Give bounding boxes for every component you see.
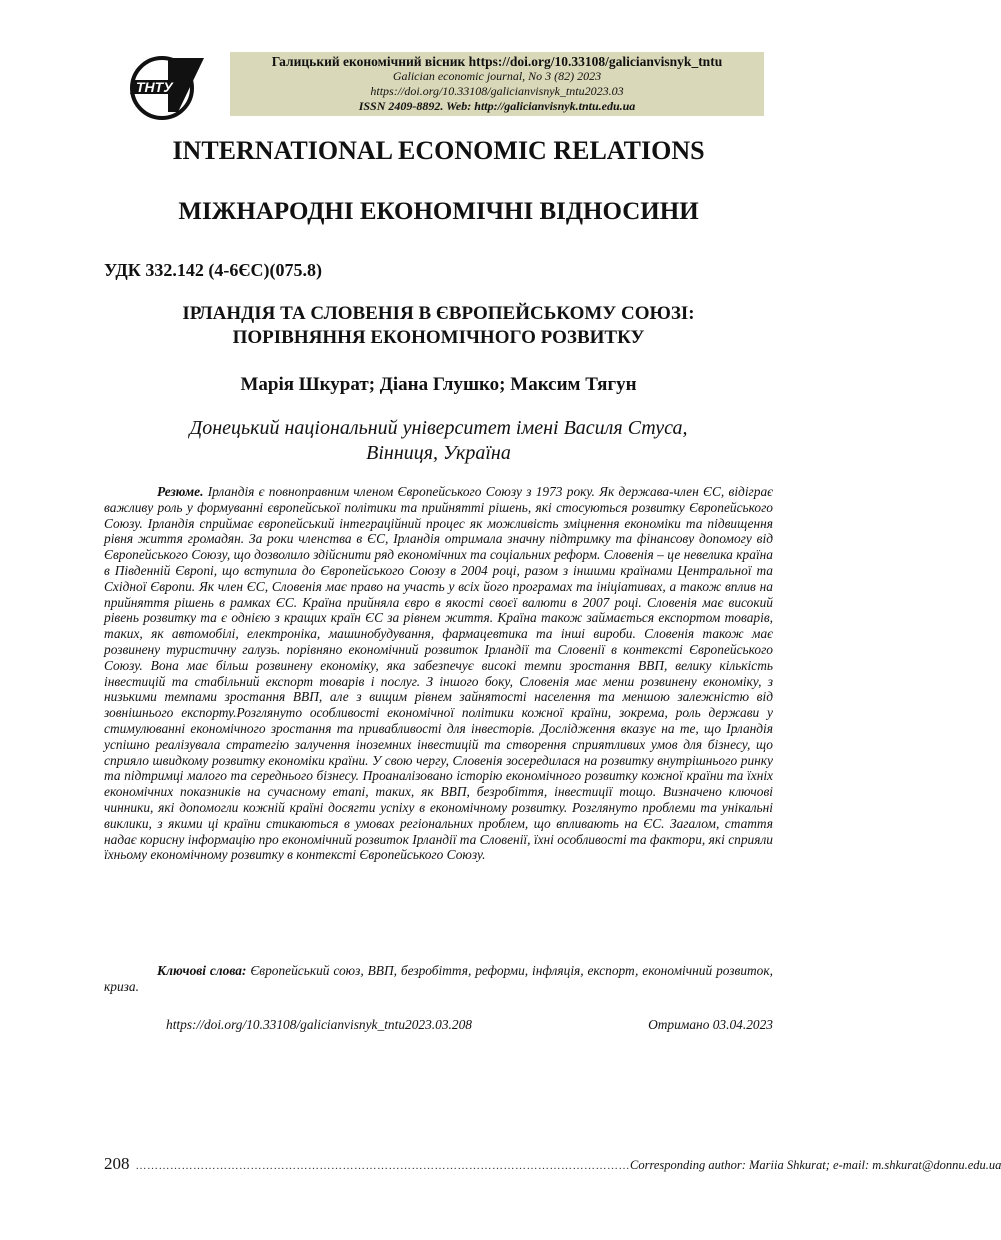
journal-header [230, 52, 764, 116]
udk-code: УДК 332.142 (4-6ЄС)(075.8) [104, 260, 323, 280]
journal-issue-doi: https://doi.org/10.33108/galicianvisnyk_tntu2023.03 [370, 84, 624, 98]
journal-issue: Galician economic journal, No 3 (82) 2023 [392, 69, 602, 83]
page-number: 208 [104, 1154, 130, 1173]
authors: Марія Шкурат; Діана Глушко; Максим Тягун [240, 374, 637, 395]
journal-issn [230, 99, 764, 114]
affiliation [0, 416, 877, 466]
logo-text: ТНТУ [136, 79, 173, 95]
section-heading-en: INTERNATIONAL ECONOMIC RELATIONS [172, 136, 705, 165]
page-footer [104, 1154, 1001, 1174]
corresponding-author: Corresponding author: Mariia Shkurat; e-mail: m.shkurat@donnu.edu.ua [630, 1158, 1001, 1172]
received-date: Отримано 03.04.2023 [648, 1017, 773, 1032]
article-title [104, 302, 773, 350]
tntu-logo [128, 50, 206, 122]
abstract [104, 484, 773, 863]
keywords [104, 963, 773, 995]
affiliation-line2: Вінниця, Україна [366, 442, 511, 464]
journal-website: http://galicianvisnyk.tntu.edu.ua [474, 99, 636, 113]
abstract-text: Ірландія є повноправним членом Європейського Союзу з 1973 року. Як держава-член ЄС, відіграє важливу роль у формуванні європейської політики та прийнятті рішень, які стосуються розвитку Європейського Союзу. Ірландія сприймає європейський інтеграційний процес як можливість зміцнення економіки та підвищення рівня життя громадян. За роки членства в ЄС, Ірландія отримала значну підтримку та фінансову допомогу від Європейського Союзу, що дозволило здійснити ряд економічних та соціальних реформ. Словенія – це невелика країна в Південній Європі, що вступила до Європейського Союзу в 2004 році, разом з іншими країнами Центральної та Східної Європи. Як член ЄС, Словенія має право на участь у всіх його програмах та ініціативах, а також вплив на прийняття рішень в рамках ЄС. Країна прийняла євро в якості своєї валюти в 2007 році. Словенія має високий рівень розвитку та є однією з кращих країн ЄС за рівнем життя. Країна також займається експортом товарів, таких, як автомобілі, електроніка, машинобудування, фармацевтика та інші вироби. Словенія також має розвинену туристичну галузь. порівняно економічний розвиток Ірландії та Словенії в контексті Європейського Союзу. Вона має більш розвинену економіку, яка забезпечує високі темпи зростання ВВП, велику кількість інвестицій та стабільний експорт товарів і послуг. З іншого боку, Словенія має менш розвинену економіку, з низькими темпами зростання ВВП, але з вищим рівнем зайнятості населення та меншою залежністю від зовнішнього експорту.Розглянуто особливості економічної політики кожної країни, зокрема, роль держави у стимулюванні економічного зростання та привабливості для інвесторів. Дослідження вказує на те, що Ірландія успішно реалізувала стратегію залучення іноземних інвестицій та створення сприятливих умов для бізнесу, що сприяло швидкому розвитку економіки країни. У свою чергу, Словенія зосередилася на розвитку внутрішнього ринку та підтримці малого та середнього бізнесу. Проаналізовано історію економічного розвитку кожної країни та їхніх економічних показників на сучасному етапі, таких, як ВВП, безробіття, інвестиції тощо. Визначено ключові чинники, які допомогли кожній країні досягти успіху в економічному розвитку. Розглянуто проблеми та унікальні виклики, з якими ці країни стикаються в умовах регіональних проблем, що впливають на ЄС. Загалом, стаття надає корисну інформацію про економічний розвиток Ірландії та Словенії, їхні особливості та фактори, які сприяли їхньому економічному розвитку в контексті Європейського Союзу. [104, 484, 773, 863]
keywords-label: Ключові слова: [157, 963, 247, 978]
article-doi: https://doi.org/10.33108/galicianvisnyk_tntu2023.03.208 [166, 1017, 472, 1032]
journal-title: Галицький економічний вісник https://doi.org/10.33108/galicianvisnyk_tntu [271, 54, 723, 69]
article-title-line1: ІРЛАНДІЯ ТА СЛОВЕНІЯ В ЄВРОПЕЙСЬКОМУ СОЮЗІ: [182, 303, 695, 324]
section-heading-ua: МІЖНАРОДНІ ЕКОНОМІЧНІ ВІДНОСИНИ [178, 198, 699, 225]
abstract-label: Резюме. [157, 484, 204, 499]
footer-dot-leader: ………………………………………………………………………………………………………………… [135, 1160, 630, 1172]
keywords-text: Європейський союз, ВВП, безробіття, реформи, інфляція, експорт, економічний розвиток, криза. [104, 963, 773, 994]
article-title-line2: ПОРІВНЯННЯ ЕКОНОМІЧНОГО РОЗВИТКУ [232, 327, 645, 348]
issn-prefix: ISSN 2409-8892. Web: [358, 99, 475, 113]
affiliation-line1: Донецький національний університет імені Василя Стуса, [189, 417, 688, 439]
